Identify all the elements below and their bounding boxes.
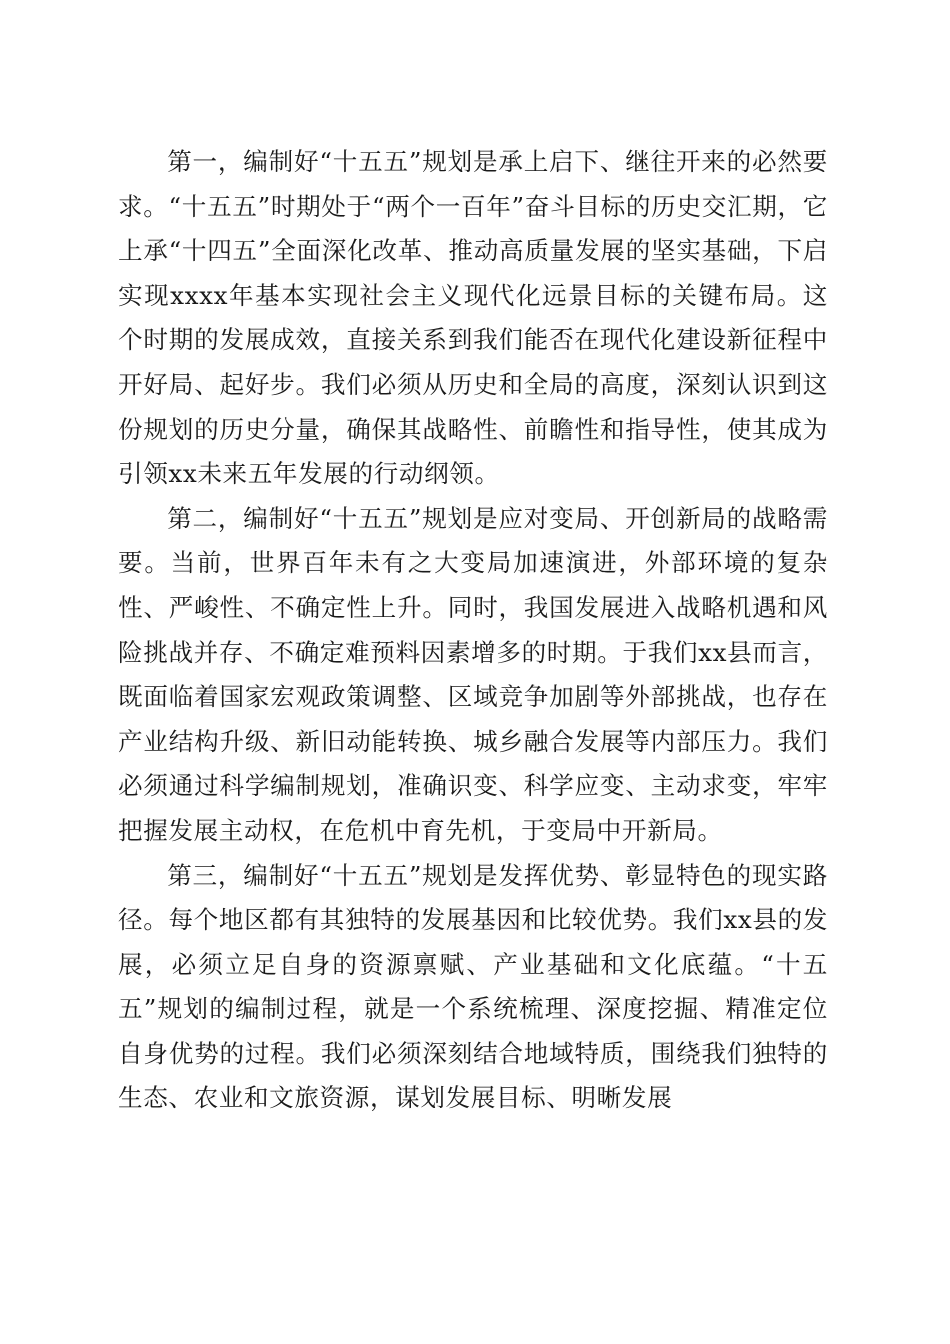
paragraph-third: 第三，编制好“十五五”规划是发挥优势、彰显特色的现实路径。每个地区都有其独特的发展基因和比较优势。我们xx县的发展，必须立足自身的资源禀赋、产业基础和文化底蕴。“十五五”规划的编制过程，就是一个系统梳理、深度挖掘、精准定位自身优势的过程。我们必须深刻结合地域特质，围绕我们独特的生态、农业和文旅资源，谋划发展目标、明晰发展 (118, 860, 828, 1113)
paragraph-second: 第二，编制好“十五五”规划是应对变局、开创新局的战略需要。当前，世界百年未有之大变局加速演进，外部环境的复杂性、严峻性、不确定性上升。同时，我国发展进入战略机遇和风险挑战并存、不确定难预料因素增多的时期。于我们xx县而言，既面临着国家宏观政策调整、区域竞争加剧等外部挑战，也存在产业结构升级、新旧动能转换、城乡融合发展等内部压力。我们必须通过科学编制规划，准确识变、科学应变、主动求变，牢牢把握发展主动权，在危机中育先机，于变局中开新局。 (118, 503, 828, 845)
document-body (118, 140, 828, 1121)
paragraph-first: 第一，编制好“十五五”规划是承上启下、继往开来的必然要求。“十五五”时期处于“两个一百年”奋斗目标的历史交汇期，它上承“十四五”全面深化改革、推动高质量发展的坚实基础，下启实现xxxx年基本实现社会主义现代化远景目标的关键布局。这个时期的发展成效，直接关系到我们能否在现代化建设新征程中开好局、起好步。我们必须从历史和全局的高度，深刻认识到这份规划的历史分量，确保其战略性、前瞻性和指导性，使其成为引领xx未来五年发展的行动纲领。 (118, 147, 828, 489)
